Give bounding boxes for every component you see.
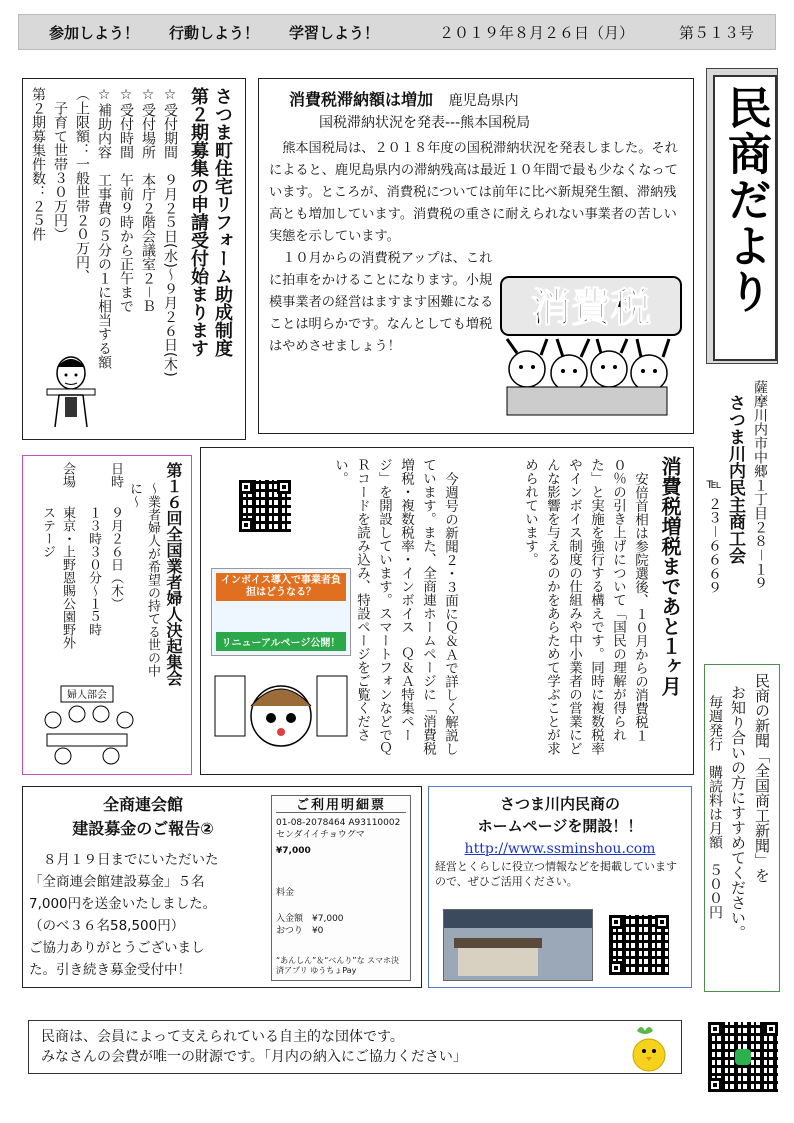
hp-title-2: ホームページを開設！！ — [477, 817, 643, 835]
rally-venue: 東京・上野恩賜公園野外ステージ — [40, 506, 75, 649]
banner-title: インボイス導入で事業者負担はどうなる？ — [216, 573, 346, 601]
illustration-text: 消費税 — [531, 285, 651, 331]
rally-title: 第１６回全国業者婦人決起集会 — [164, 462, 183, 686]
reform-item-3: ☆受付時間 午前９時から正午まで — [118, 87, 134, 313]
woman-with-question-illustration — [211, 666, 351, 766]
fund-line-2: 「全商連会館建設募金」５名 — [29, 874, 205, 890]
reform-title-1: さつま町住宅リフォーム助成制度 — [212, 87, 233, 357]
slip-total-label: 入金額 — [276, 914, 304, 924]
homepage-screenshot — [443, 909, 593, 981]
promo-line-1: 民商の新聞「全国商工新聞」を — [753, 673, 771, 883]
homepage-notice — [428, 786, 692, 988]
chick-mascot-icon — [621, 1023, 675, 1073]
fund-line-1: ８月１９日までにいただいた — [43, 852, 219, 868]
promo-line-3: 毎週発行 購読料は月額 ５００円 — [707, 695, 723, 919]
slip-title: ご利用明細票 — [276, 800, 406, 813]
rally-date-label: 日時 — [108, 462, 123, 488]
reform-title-2: 第２期募集の申請受付始まります — [188, 87, 209, 357]
reform-notice — [22, 78, 246, 440]
slip-receipt: A93110002 — [348, 818, 401, 828]
fund-line-4: （のべ３６名58,500円） — [29, 918, 185, 934]
fund-title-1: 全商連会館 — [102, 795, 183, 814]
fund-line-6: た。引き続き募金受付中！ — [29, 962, 191, 978]
footer-line-1: 民商は、会員によって支えられている自主的な団体です。 — [41, 1029, 404, 1045]
line-qr-code[interactable] — [704, 1018, 782, 1096]
address-block — [706, 376, 778, 646]
slip-change: ¥0 — [311, 926, 324, 936]
hp-description: 経営とくらしに役立つ情報などを掲載していますので、ぜひご活用ください。 — [435, 860, 677, 888]
illustration-sign: 婦人部会 — [67, 690, 107, 701]
slogan-2: 行動しよう！ — [169, 24, 260, 42]
slip-footer: “あんしん”＆“べんり”な スマホ決済アプリ ゆうちょPay — [276, 956, 399, 975]
tel-label: ℡ — [706, 476, 722, 492]
reform-item-5: （上限額：一般世帯２０万円、 — [74, 87, 90, 283]
womens-meeting-illustration — [33, 684, 141, 770]
slip-change-label: おつり — [276, 926, 303, 936]
org-name: さつま川内民主商工会 — [725, 394, 745, 564]
slip-name: センダイイチョウグマ — [276, 830, 365, 840]
reform-item-7: 第２期募集件数：２５件 — [30, 87, 46, 241]
slip-total: ¥7,000 — [312, 914, 344, 924]
tax-increase-article — [200, 447, 694, 775]
reform-item-2: ☆受付場所 本庁２階会議室２－Ｂ — [140, 87, 156, 313]
address-line: 薩摩川内市中郷１丁目２８－１９ — [752, 380, 768, 590]
tax-headline: 消費税滞納額は増加 — [289, 90, 434, 109]
womens-rally-box — [22, 455, 192, 775]
fund-line-5: ご協力ありがとうございまし — [29, 940, 205, 956]
slogan-1: 参加しよう！ — [49, 24, 140, 42]
slip-fee-label: 料金 — [276, 888, 295, 898]
homepage-qr-code[interactable] — [605, 911, 673, 979]
center-headline: 消費税増税まであと１ヶ月 — [658, 456, 682, 696]
newspaper-promo — [704, 664, 780, 992]
slip-account: 01-08-2078464 — [276, 818, 346, 828]
tax-region: 鹿児島県内 — [448, 93, 519, 109]
rally-venue-label: 会場 — [60, 462, 75, 488]
fund-report — [22, 786, 422, 988]
slip-amount: ¥7,000 — [276, 846, 311, 856]
carpenter-illustration — [43, 349, 99, 429]
fund-title-2: 建設募金のご報告② — [72, 819, 214, 838]
tax-paragraph-1: 熊本国税局は、２０１８年度の国税滞納状況を発表しました。それによると、鹿児島県内の滞納残高は最近１０年間で最も少なくなっています。ところが、消費税については前年に比べ新規発生額、滞納残高とも増加しています。消費税の重さに耐えられない事業者の苦しい実態を示しています。 — [269, 141, 678, 244]
reform-item-6: 子育て世帯３０万円） — [52, 87, 68, 241]
hp-url-link[interactable]: http://www.ssminshou.com — [464, 841, 656, 857]
hp-title-1: さつま川内民商の — [499, 795, 620, 813]
masthead-box — [706, 68, 778, 364]
deposit-slip — [271, 795, 411, 981]
tax-subhead: 国税滞納状況を発表---熊本国税局 — [319, 115, 531, 131]
fund-line-3: 7,000円を送金いたしました。 — [29, 896, 217, 912]
center-paragraph-2: 今週号の新聞２・３面にＱ＆Ａで詳しく解説しています。また、全商連ホームページに「消費税増税・複数税率・インボイス Ｑ＆Ａ特集ページ」を開設しています。スマートフォンなどでＱＲコードを読み込み、特設ページをご覧ください。 — [332, 458, 458, 755]
rally-subtitle: ～業者婦人が希望の持てる世の中に～ — [127, 482, 160, 677]
tax-arrears-article — [258, 78, 694, 434]
promo-line-2: お知り合いの方にすすめてください。 — [729, 685, 747, 940]
line-logo-icon — [735, 1049, 751, 1065]
center-qr-code[interactable] — [233, 474, 297, 538]
issue-date: ２０１９年８月２６日（月） — [439, 24, 635, 42]
consumption-tax-illustration — [497, 269, 687, 419]
header-bar — [18, 14, 776, 50]
center-paragraph-1: 安倍首相は参院選後、１０月からの消費税１０％の引き上げについて「国民の理解が得られた」と実施を強行する構えです。同時に複数税率やインボイス制度の仕組みや中小業者の営業にどんな影響を与えるのかをあらためて学ぶことが求められています。 — [522, 458, 648, 755]
masthead-title: 民商だより — [720, 85, 771, 315]
rally-time: １３時３０分～１５時 — [86, 506, 101, 636]
tel-number: ２３－６６６９ — [706, 496, 722, 595]
slogan-3: 学習しよう！ — [289, 24, 380, 42]
rally-date: ９月２６日（木） — [108, 506, 123, 610]
invoice-banner[interactable] — [211, 568, 351, 656]
footer-message — [28, 1020, 682, 1074]
issue-number: 第５１３号 — [679, 24, 755, 42]
banner-renew: リニューアルページ公開！ — [216, 632, 346, 651]
reform-item-4: ☆補助内容 工事費の５分の１に相当する額 — [96, 87, 112, 369]
tax-paragraph-2: １０月からの消費税アップは、これに拍車をかけることになります。小規模事業者の経営はますます困難になることは明らかです。なんとしても増税はやめさせましょう！ — [269, 251, 494, 354]
reform-item-1: ☆受付期間 ９月２５日(水)～９月２６日(木) — [162, 87, 178, 377]
footer-line-2: みなさんの会費が唯一の財源です。「月内の納入にご協力ください」 — [41, 1049, 467, 1065]
